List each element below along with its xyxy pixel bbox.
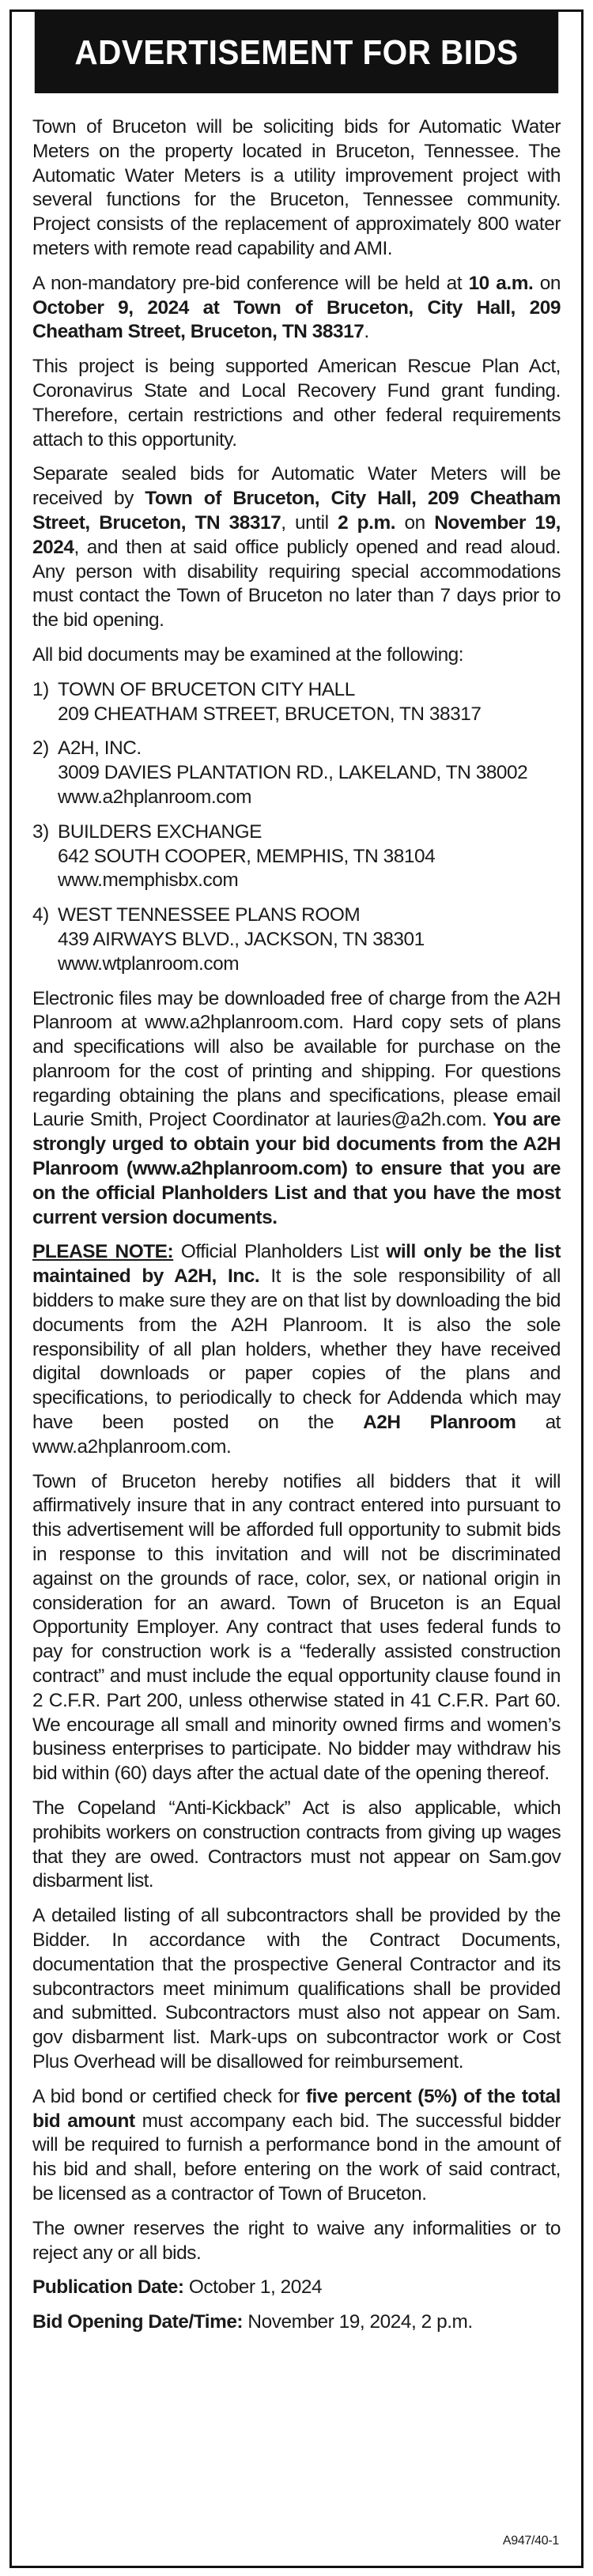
address-line: 209 CHEATHAM STREET, BRUCETON, TN 38317 — [58, 703, 482, 725]
documents-intro-paragraph: All bid documents may be examined at the following: — [32, 643, 464, 666]
text-run: It is the sole responsibility of all bidders to make sure they are on that list by downloading the bid documents from the A2H Planroom. It is also the sole responsibility of all plan holders, whether they have received digital downloads or paper copies of the plans and specifications, to periodically to check for Addenda which may have been posted on the — [32, 1265, 561, 1434]
sealed-bids-paragraph — [32, 462, 561, 633]
funding-paragraph: This project is being supported American Rescue Plan Act, Coronavirus State and Local Recovery Fund grant funding. Therefore, certain restrictions and other federal requirements attach to this opportunity. — [32, 356, 561, 451]
bid-opening — [32, 2310, 561, 2335]
planroom-urge: You are strongly urged to obtain your bid documents from the A2H Planroom (www.a2hplanroom.com) to ensure that you are on the official Planholders List and that you have the most current version documents. — [32, 1109, 561, 1228]
text-run: at www.a2hplanroom.com. — [32, 1412, 561, 1458]
intro-paragraph: Town of Bruceton will be soliciting bids for Automatic Water Meters on the property located in Bruceton, Tennessee. The Automatic Water Meters is a utility improvement project with several functions for the Bruceton, Tennessee community. Project consists of the replacement of approximately 800 water meters with remote read capability and AMI. — [32, 116, 561, 259]
address-url: www.a2hplanroom.com — [58, 786, 251, 808]
text-run: . — [364, 321, 369, 343]
address-number: 4) — [32, 904, 49, 926]
address-number: 3) — [32, 820, 49, 843]
planholders-emphasis: will only be the list maintained by A2H, Inc. — [32, 1241, 561, 1288]
ad-code: A947/40-1 — [502, 2534, 559, 2548]
address-line: 642 SOUTH COOPER, MEMPHIS, TN 38104 — [58, 845, 436, 867]
conference-time: 10 a.m. — [468, 272, 534, 294]
text-run: , and then at said office publicly opened and read aloud. Any person with disability requiring special accommodations must contact the Town of Bruceton no later than 7 days prior to the bid opening. — [32, 536, 561, 632]
pre-bid-conference-paragraph — [32, 272, 561, 345]
address-line: WEST TENNESSEE PLANS ROOM — [58, 904, 361, 926]
waiver-paragraph: The owner reserves the right to waive any informalities or to reject any or all bids. — [32, 2217, 561, 2264]
electronic-files-paragraph — [32, 987, 561, 1231]
address-line: TOWN OF BRUCETON CITY HALL — [58, 678, 355, 700]
text-run: on — [395, 511, 435, 534]
bid-time: 2 p.m. — [338, 511, 396, 534]
address-line: BUILDERS EXCHANGE — [58, 820, 263, 843]
bid-location: Town of Bruceton, City Hall, 209 Cheatham Street, Bruceton, TN 38317 — [32, 488, 561, 534]
address-item — [32, 820, 561, 893]
address-item — [32, 737, 561, 809]
subcontractors-paragraph: A detailed listing of all subcontractors shall be provided by the Bidder. In accordance with the Contract Documents, documentation that the prospective General Contractor and its subcontractors meet minimum qualifications shall be provided and submitted. Subcontractors must also not appear on Sam. gov disbarment list. Mark-ups on subcontractor work or Cost Plus Overhead will be disallowed for reimbursement. — [32, 1905, 561, 2072]
bid-bond-amount: five percent (5%) of the total bid amount — [32, 2085, 561, 2132]
address-number: 2) — [32, 737, 49, 760]
text-run: must accompany each bid. The successful bidder will be required to furnish a performance bond in the amount of his bid and shall, before entering on the work of said contract, be licensed as a contractor of Town of Bruceton. — [32, 2110, 561, 2204]
address-line: A2H, INC. — [58, 737, 142, 760]
please-note-label: PLEASE NOTE: — [32, 1241, 174, 1263]
address-url: www.wtplanroom.com — [58, 952, 240, 975]
anti-kickback-paragraph: The Copeland “Anti-Kickback” Act is also applicable, which prohibits workers on construction contracts from giving up wages that they are owed. Contractors must not appear on Sam.gov disbarment list. — [32, 1797, 561, 1892]
advertisement-body — [12, 93, 581, 2335]
text-run: Separate sealed bids for Automatic Water Meters will be received by — [32, 463, 561, 510]
equal-opportunity-paragraph: Town of Bruceton hereby notifies all bidders that it will affirmatively insure that in any contract entered into pursuant to this advertisement will be afforded full opportunity to submit bids in response to this invitation and will not be discriminated against on the grounds of race, color, sex, or national origin in consideration for an award. Town of Bruceton is an Equal Opportunity Employer. Any contract that uses federal funds to pay for construction work is a “federally assisted construction contract” and must include the equal opportunity clause found in 2 C.F.R. Part 200, unless otherwise stated in 41 C.F.R. Part 60. We encourage all small and minority owned firms and women’s business enterprises to participate. No bidder may withdraw his bid within (60) days after the actual date of the opening thereof. — [32, 1470, 561, 1785]
bid-opening-value: November 19, 2024, 2 p.m. — [243, 2311, 473, 2333]
address-number: 1) — [32, 678, 49, 700]
publication-date — [32, 2276, 561, 2300]
publication-date-label: Publication Date: — [32, 2276, 184, 2299]
bid-opening-label: Bid Opening Date/Time: — [32, 2311, 244, 2333]
advertisement-title: ADVERTISEMENT FOR BIDS — [35, 12, 558, 93]
text-run: on — [533, 272, 561, 294]
text-run: Official Planholders List — [173, 1241, 387, 1263]
text-run: , until — [281, 511, 338, 534]
text-run: A bid bond or certified check for — [32, 2085, 306, 2107]
address-line: 3009 DAVIES PLANTATION RD., LAKELAND, TN 38002 — [58, 762, 528, 784]
please-note-paragraph — [32, 1240, 561, 1459]
text-run: Electronic files may be downloaded free of charge from the A2H Planroom at www.a2hplanroom.com. Hard copy sets of plans and specifications will also be available for purchase on the planroom for the cost of printing and shipping. For questions regarding obtaining the plans and specifications, please email Laurie Smith, Project Coordinator at lauries@a2h.com. — [32, 987, 561, 1131]
conference-date-location: October 9, 2024 at Town of Bruceton, City Hall, 209 Cheatham Street, Bruceton, TN 38317 — [32, 296, 561, 343]
bid-date: November 19, 2024 — [32, 511, 561, 558]
planroom-emphasis: A2H Planroom — [363, 1412, 516, 1434]
publication-date-value: October 1, 2024 — [183, 2276, 323, 2299]
bid-bond-paragraph — [32, 2085, 561, 2207]
address-url: www.memphisbx.com — [58, 869, 239, 892]
address-item — [32, 678, 561, 727]
text-run: A non-mandatory pre-bid conference will be held at — [32, 272, 469, 294]
advertisement-frame — [9, 9, 584, 2568]
address-line: 439 AIRWAYS BLVD., JACKSON, TN 38301 — [58, 928, 425, 950]
address-item — [32, 903, 561, 976]
